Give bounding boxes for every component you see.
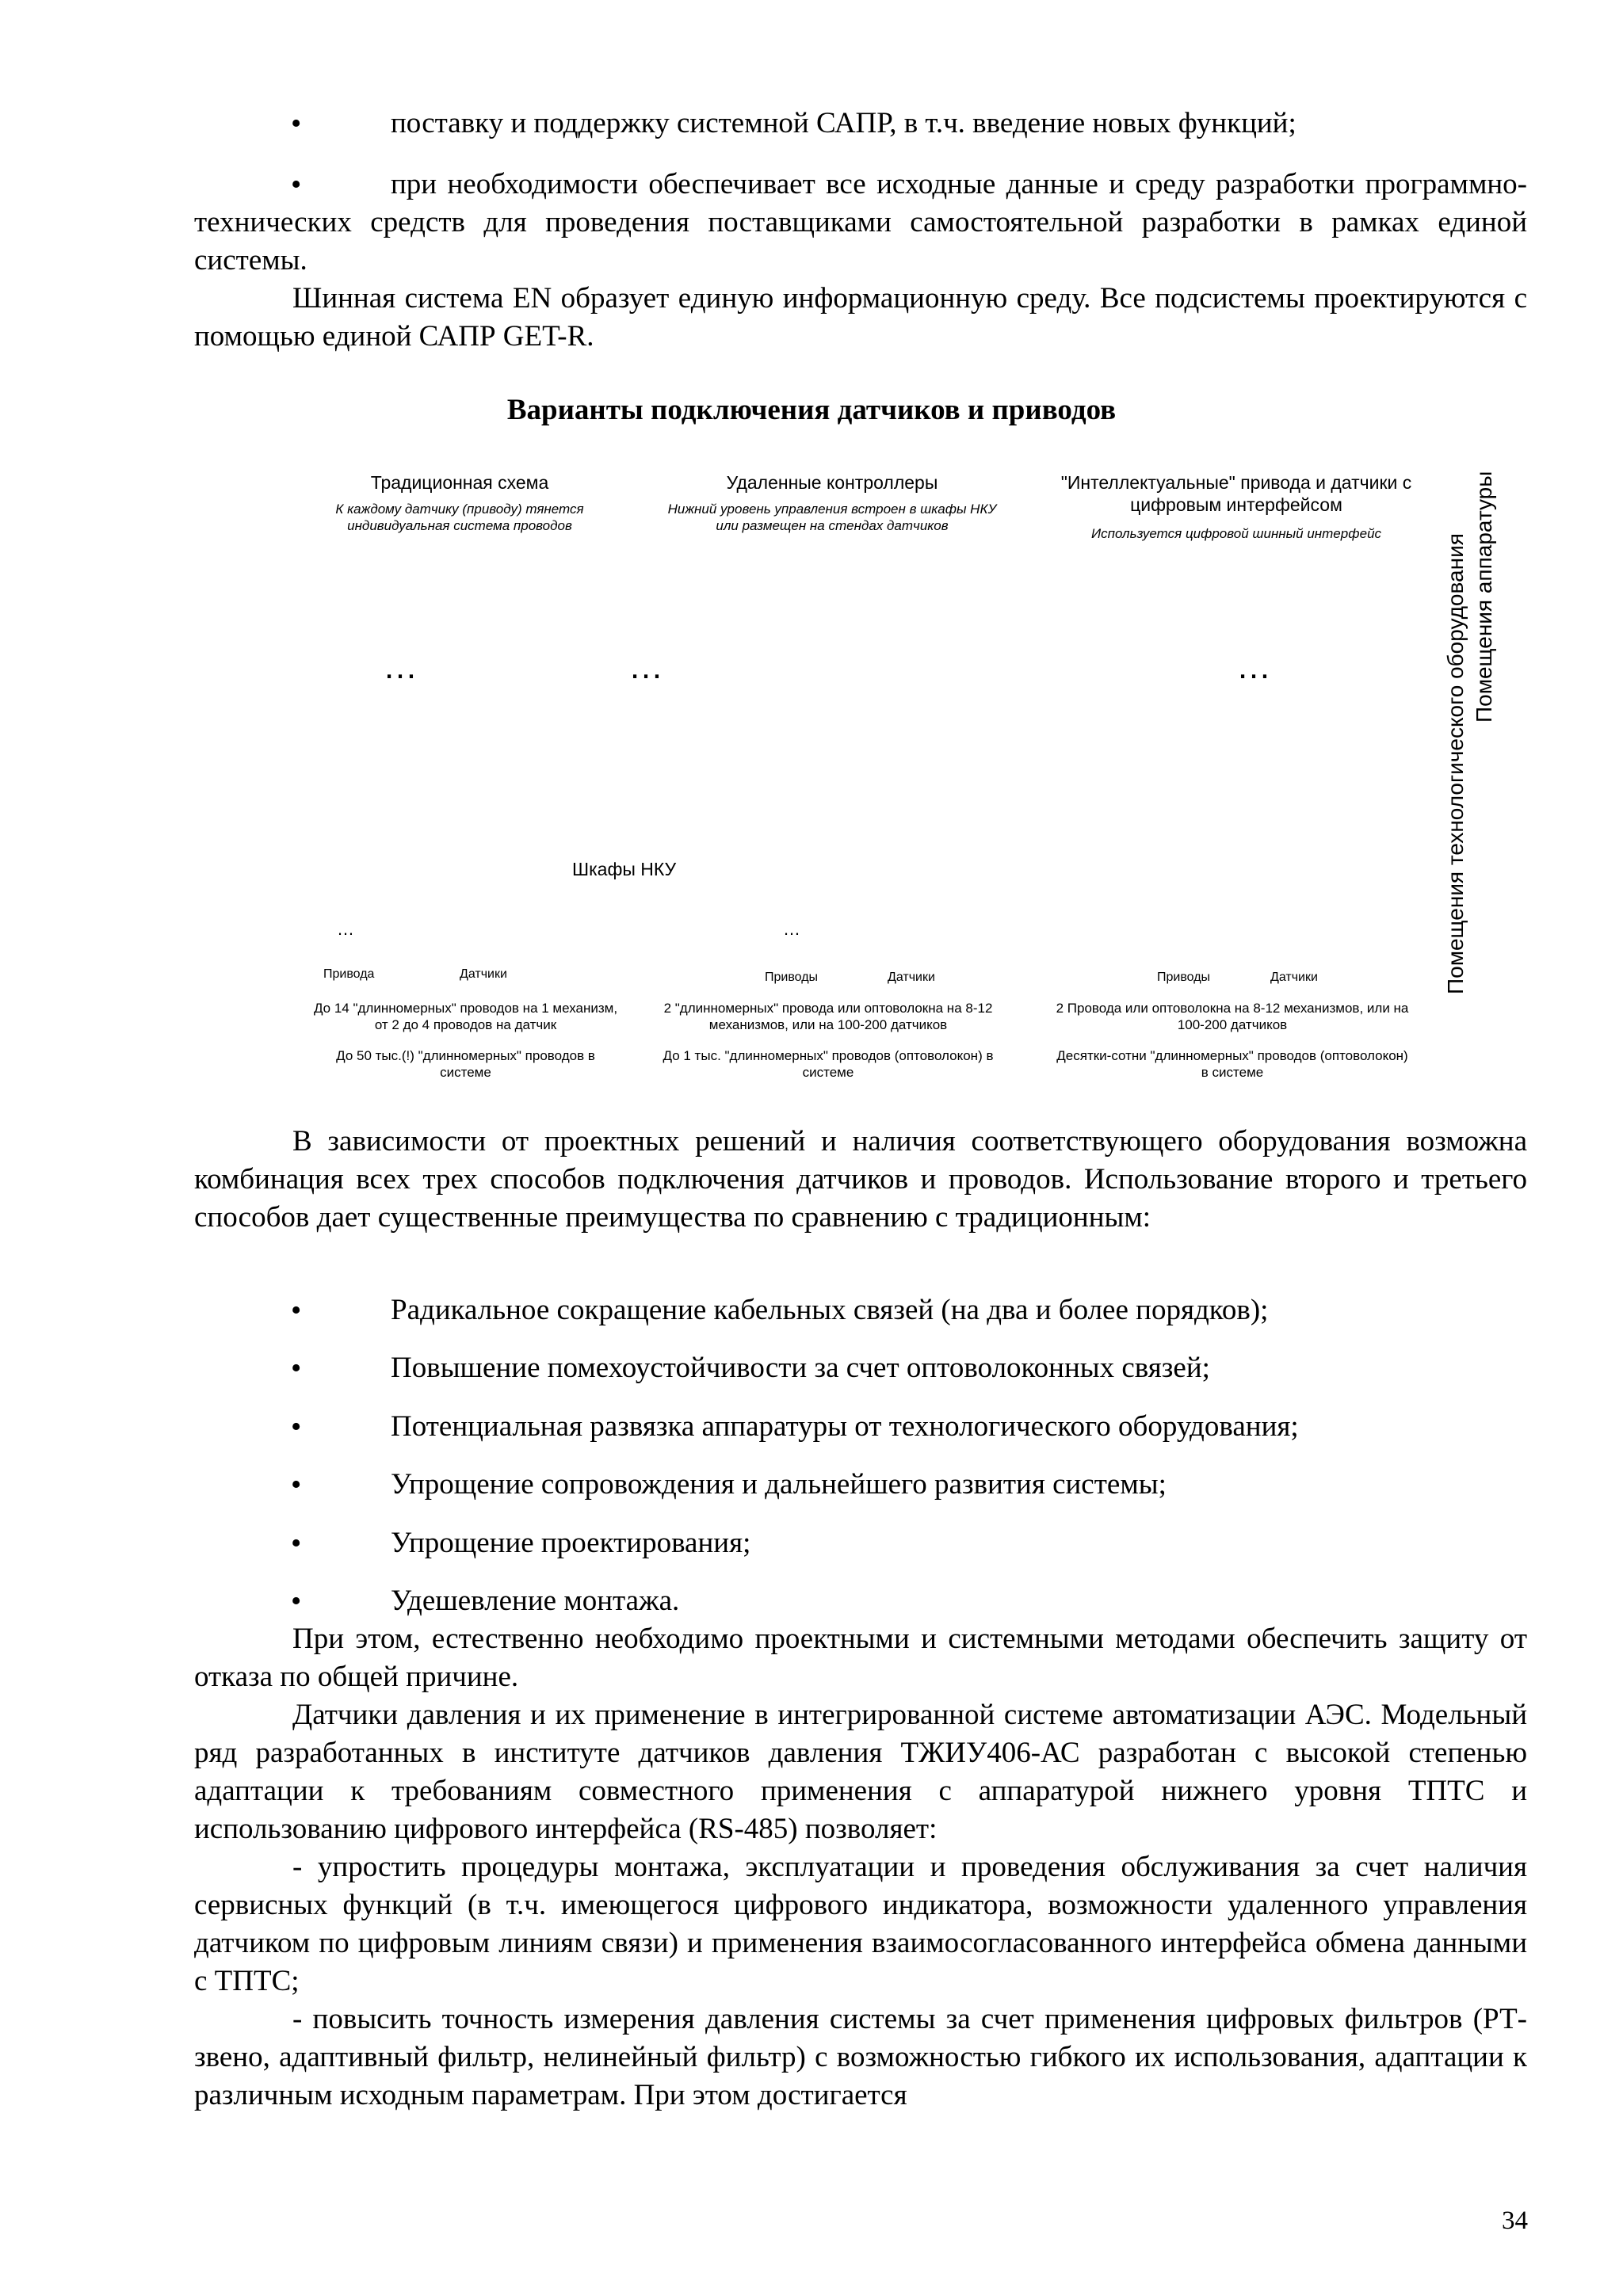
ellipsis: …: [383, 647, 424, 686]
advantage-text: Упрощение сопровождения и дальнейшего развития системы;: [391, 1468, 1167, 1501]
actuators-label: Привода: [323, 967, 375, 981]
page-number: 34: [1502, 2206, 1528, 2235]
column-note: До 1 тыс. "длинномерных" проводов (оптоволокон) в системе: [663, 1048, 994, 1080]
bullet-dot: •: [291, 168, 302, 201]
upper-room-label: Помещения аппаратуры: [1472, 471, 1496, 723]
column-subtitle: К каждому датчику (приводу) тянется индивидуальная система проводов: [335, 502, 584, 533]
column-note: 2 Провода или оптоволокна на 8-12 механизмов, или на 100-200 датчиков: [1056, 1001, 1409, 1032]
bullet-dot: •: [291, 1468, 302, 1501]
sensors-label: Датчики: [1270, 971, 1318, 984]
column-note: До 14 "длинномерных" проводов на 1 механизм, от 2 до 4 проводов на датчик: [313, 1001, 618, 1032]
actuators-label: Приводы: [1157, 971, 1211, 984]
sensors-label: Датчики: [888, 971, 935, 984]
bullet-dot: •: [291, 1352, 302, 1385]
column-heading: Традиционная схема: [370, 472, 549, 493]
nku-cabinets-label: Шкафы НКУ: [572, 859, 677, 879]
column-heading: "Интеллектуальные" привода и датчики с цифровым интерфейсом: [1060, 472, 1412, 515]
ellipsis: …: [337, 919, 357, 939]
bullet-dot: •: [291, 1410, 302, 1444]
column-subtitle: Нижний уровень управления встроен в шкафы НКУ или размещен на стендах датчиков: [667, 502, 997, 533]
advantage-text: Радикальное сокращение кабельных связей (на два и более порядков);: [391, 1294, 1269, 1326]
column-subtitle: Используется цифровой шинный интерфейс: [1090, 526, 1382, 541]
figure-title: Варианты подключения датчиков и приводов: [506, 394, 1117, 426]
bullet-dot: •: [291, 1585, 302, 1618]
ellipsis: …: [783, 919, 804, 939]
sensors-label: Датчики: [460, 967, 507, 981]
dash-item: - повысить точность измерения давления системы за счет применения цифровых фильтров (РТ-звено, адаптивный фильтр, нелинейный фильтр) с возможностью гибкого их использования, адаптации к различным исходным параметрам. При этом достигается: [194, 2003, 1527, 2111]
column-note: Десятки-сотни "длинномерных" проводов (оптоволокон) в системе: [1056, 1048, 1408, 1080]
intro-paragraph: Шинная система EN образует единую информационную среду. Все подсистемы проектируются с помощью единой САПР GET-R.: [194, 282, 1527, 353]
advantage-text: Удешевление монтажа.: [391, 1585, 680, 1617]
paragraph-failure: При этом, естественно необходимо проектными и системными методами обеспечить защиту от отказа по общей причине.: [194, 1623, 1527, 1693]
bullet-text: при необходимости обеспечивает все исходные данные и среду разработки программно-технических средств для проведения поставщиками самостоятельной разработки в рамках единой системы.: [194, 168, 1527, 277]
dash-item: - упростить процедуры монтажа, эксплуатации и проведения обслуживания за счет наличия сервисных функций (в т.ч. имеющегося цифрового индикатора, возможности удаленного управления датчиком по цифровым линиям связи) и применения взаимосогласованного интерфейса обмена данными с ТПТС;: [194, 1851, 1527, 1997]
bullet-dot: •: [291, 1294, 302, 1327]
column-note: 2 "длинномерных" провода или оптоволокна на 8-12 механизмов, или на 100-200 датчиков: [663, 1001, 993, 1032]
advantage-text: Повышение помехоустойчивости за счет оптоволоконных связей;: [391, 1352, 1210, 1384]
ellipsis: …: [628, 647, 670, 686]
column-note: До 50 тыс.(!) "длинномерных" проводов в системе: [336, 1048, 595, 1080]
lower-room-label: Помещения технологического оборудования: [1443, 533, 1468, 994]
actuators-label: Приводы: [765, 971, 819, 984]
bullet-dot: •: [291, 107, 302, 140]
bullet-text: поставку и поддержку системной САПР, в т.ч. введение новых функций;: [391, 107, 1296, 139]
bullet-dot: •: [291, 1527, 302, 1560]
advantage-text: Потенциальная развязка аппаратуры от технологического оборудования;: [391, 1410, 1299, 1443]
ellipsis: …: [1236, 647, 1277, 686]
advantage-text: Упрощение проектирования;: [391, 1527, 751, 1559]
paragraph-after-figure: В зависимости от проектных решений и наличия соответствующего оборудования возможна комбинация всех трех способов подключения датчиков и проводов. Использование второго и третьего способов дает существенные преимущества по сравнению с традиционным:: [194, 1125, 1527, 1234]
column-heading: Удаленные контроллеры: [726, 472, 938, 493]
paragraph-sensors: Датчики давления и их применение в интегрированной системе автоматизации АЭС. Модельный ряд разработанных в институте датчиков давления ТЖИУ406-АС разработан с высокой степенью адаптации к требованиям совместного применения с аппаратурой нижнего уровня ТПТС и использованию цифрового интерфейса (RS-485) позволяет:: [194, 1699, 1527, 1845]
bullet-item-long: [194, 166, 1527, 280]
